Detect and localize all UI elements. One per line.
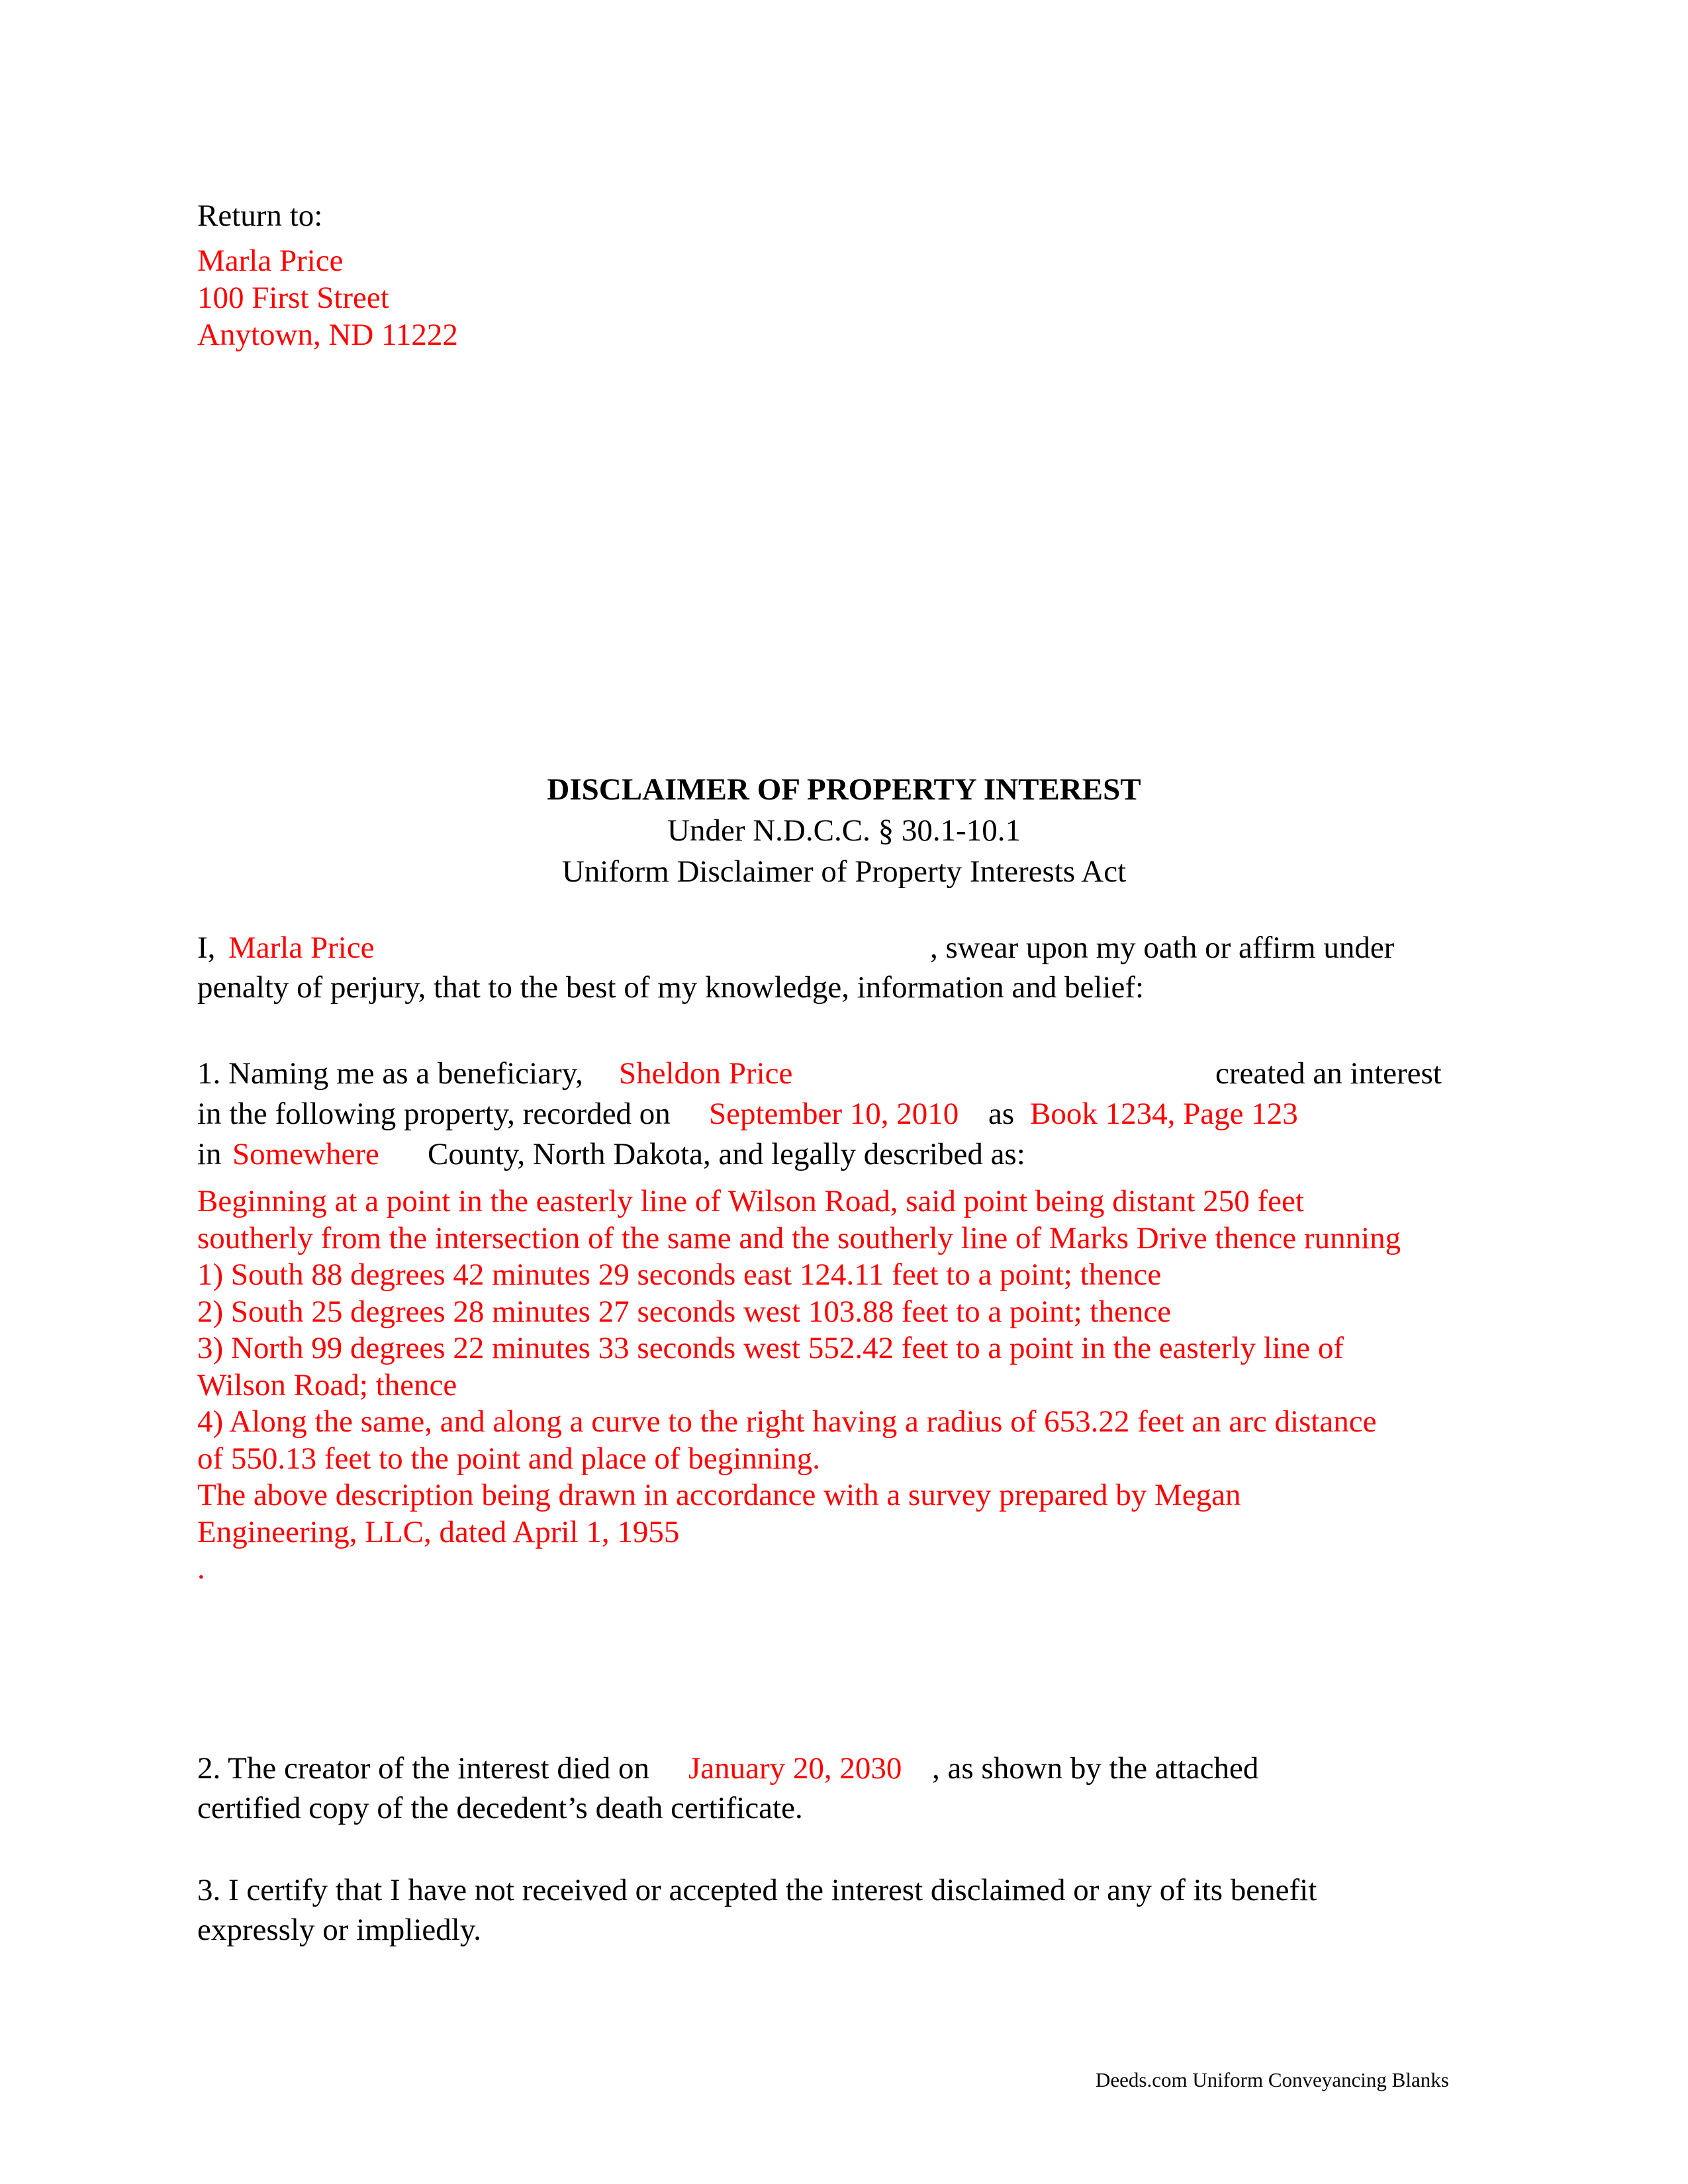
county-field[interactable]: Somewhere [232,1137,379,1171]
return-address [197,242,458,353]
legal-description-line: 1) South 88 degrees 42 minutes 29 seconds east 124.11 feet to a point; thence [197,1257,1162,1292]
section2-line-2: certified copy of the decedent’s death certificate. [197,1791,803,1825]
oath-prefix: I, [197,931,216,965]
return-name: Marla Price [197,244,344,278]
legal-description-line: 3) North 99 degrees 22 minutes 33 seconds west 552.42 feet to a point in the easterly line of [197,1331,1344,1365]
return-city-state-zip: Anytown, ND 11222 [197,318,458,352]
return-street: 100 First Street [197,281,389,315]
document-subtitle: Under N.D.C.C. § 30.1-10.1 [667,813,1021,848]
return-to-label: Return to: [197,199,323,233]
legal-description-field[interactable] [197,1183,1401,1588]
section1-as-text: as [988,1097,1015,1131]
legal-description-line: Beginning at a point in the easterly line of Wilson Road, said point being distant 250 feet [197,1184,1304,1218]
legal-description-line: Engineering, LLC, dated April 1, 1955 [197,1514,680,1549]
creator-name-field[interactable]: Sheldon Price [619,1056,793,1091]
declarant-name-field[interactable]: Marla Price [228,931,375,965]
death-date-field[interactable]: January 20, 2030 [688,1751,902,1786]
recorded-date-field[interactable]: September 10, 2010 [709,1097,959,1131]
document-act-name: Uniform Disclaimer of Property Interests Act [561,854,1127,889]
legal-description-line: 2) South 25 degrees 28 minutes 27 seconds west 103.88 feet to a point; thence [197,1294,1172,1329]
section3-line-1: 3. I certify that I have not received or accepted the interest disclaimed or any of its benefit [197,1873,1317,1907]
book-page-field[interactable]: Book 1234, Page 123 [1030,1097,1298,1131]
section2-lead: 2. The creator of the interest died on [197,1751,649,1786]
legal-description-line: Wilson Road; thence [197,1367,457,1402]
oath-suffix: , swear upon my oath or affirm under [930,931,1395,965]
section1-county-suffix: County, North Dakota, and legally described as: [428,1137,1025,1171]
legal-description-line: 4) Along the same, and along a curve to the right having a radius of 653.22 feet an arc distance [197,1404,1377,1439]
footer-attribution: Deeds.com Uniform Conveyancing Blanks [1096,2068,1449,2091]
section1-recorded-text: in the following property, recorded on [197,1097,671,1131]
legal-description-line: of 550.13 feet to the point and place of beginning. [197,1441,821,1476]
legal-description-line: . [197,1551,205,1586]
section1-in-text: in [197,1137,222,1171]
document-header [0,769,1688,892]
legal-description-line: The above description being drawn in accordance with a survey prepared by Megan [197,1478,1241,1512]
legal-description-line: southerly from the intersection of the same and the southerly line of Marks Drive thence running [197,1220,1401,1255]
section3-line-2: expressly or impliedly. [197,1913,482,1947]
section1-lead: 1. Naming me as a beneficiary, [197,1056,583,1091]
section1-created-interest: created an interest [1215,1056,1442,1091]
document-title: DISCLAIMER OF PROPERTY INTEREST [547,772,1141,807]
section2-suffix: , as shown by the attached [932,1751,1259,1786]
oath-line-2: penalty of perjury, that to the best of my knowledge, information and belief: [197,970,1145,1005]
